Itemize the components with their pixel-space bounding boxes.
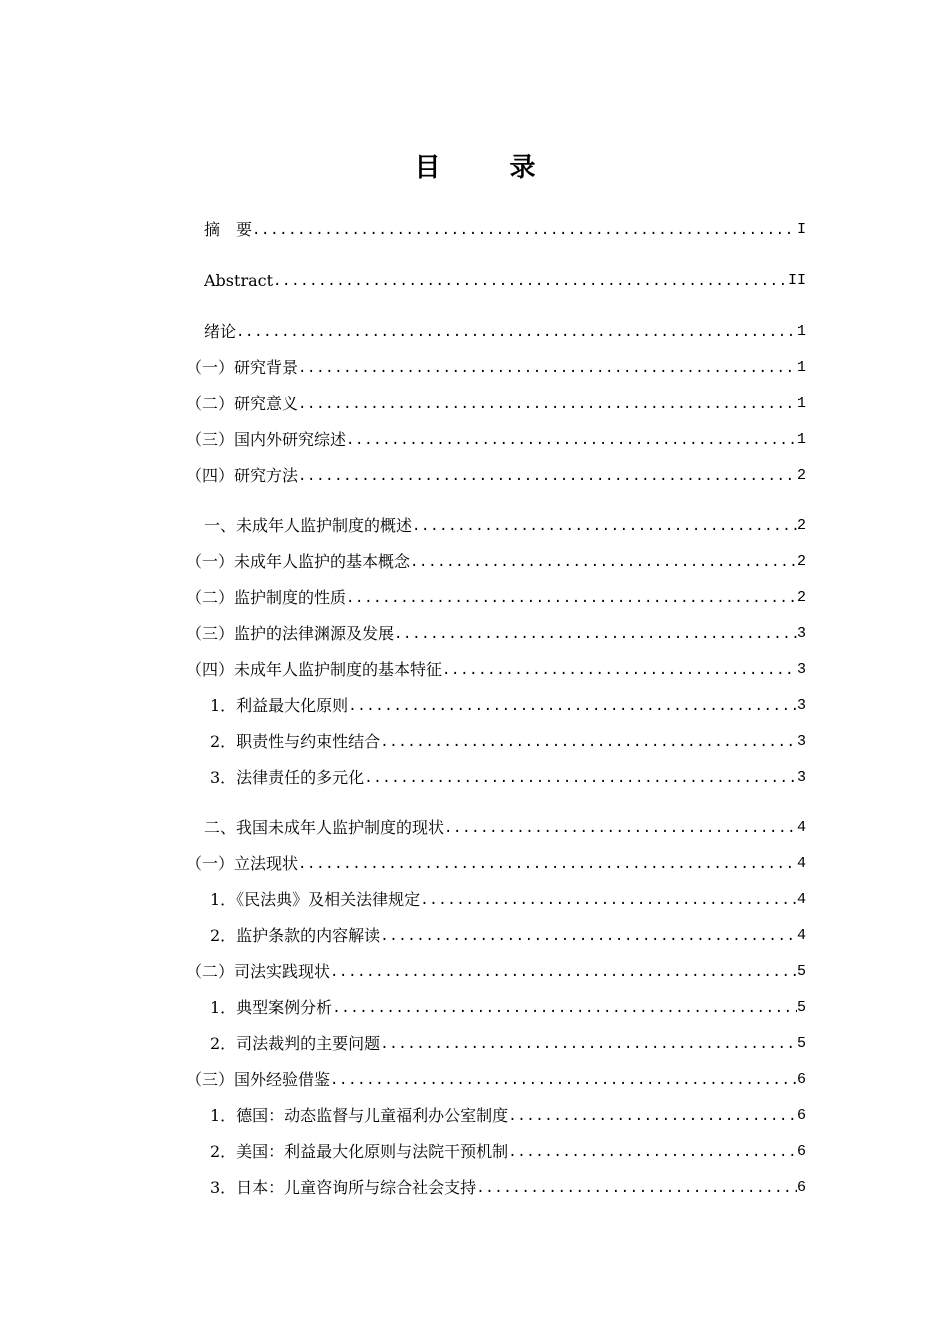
toc-entry[interactable] xyxy=(186,548,806,572)
toc-entry-label: 1．利益最大化原则 xyxy=(210,696,349,715)
toc-page-number: 2 xyxy=(796,589,806,606)
toc-entry-label: （二）监护制度的性质 xyxy=(186,588,347,607)
dot-leader xyxy=(236,322,797,342)
toc-entry-abstract-cn[interactable] xyxy=(204,216,806,240)
toc-entry-label: （三）监护的法律渊源及发展 xyxy=(186,624,395,643)
dot-leader xyxy=(508,1142,797,1162)
dot-leader xyxy=(442,660,797,680)
dot-leader xyxy=(420,890,797,910)
toc-entry[interactable] xyxy=(210,692,806,716)
dot-leader xyxy=(252,220,797,240)
toc-page-number: 3 xyxy=(796,697,806,714)
dot-leader xyxy=(508,1106,797,1126)
dot-leader xyxy=(444,818,797,838)
toc-entry-label: （二）司法实践现状 xyxy=(186,962,331,981)
dot-leader xyxy=(298,394,797,414)
toc-entry[interactable] xyxy=(210,1102,806,1126)
toc-entry-label: 一、未成年人监护制度的概述 xyxy=(204,516,413,535)
dot-leader xyxy=(298,358,797,378)
toc-page-number: 3 xyxy=(796,733,806,750)
toc-entry[interactable] xyxy=(210,728,806,752)
toc-page-number: II xyxy=(787,272,806,289)
toc-entry-label: Abstract xyxy=(204,271,274,290)
toc-entry-label: 1．《民法典》及相关法律规定 xyxy=(210,890,421,909)
toc-entry[interactable] xyxy=(186,656,806,680)
dot-leader xyxy=(330,1070,797,1090)
toc-entry-label: （一）研究背景 xyxy=(186,358,299,377)
toc-entry-label: （三）国内外研究综述 xyxy=(186,430,347,449)
dot-leader xyxy=(346,430,797,450)
toc-page-number: 1 xyxy=(796,323,806,340)
toc-entry[interactable] xyxy=(210,886,806,910)
toc-entry[interactable] xyxy=(186,1066,806,1090)
dot-leader xyxy=(273,271,788,291)
dot-leader xyxy=(330,962,797,982)
toc-page-number: 3 xyxy=(796,661,806,678)
dot-leader xyxy=(412,516,797,536)
toc-entry[interactable] xyxy=(186,390,806,414)
dot-leader xyxy=(476,1178,797,1198)
dot-leader xyxy=(346,588,797,608)
toc-entry[interactable] xyxy=(186,426,806,450)
toc-entry-label: 二、我国未成年人监护制度的现状 xyxy=(204,818,445,837)
toc-page-number: 3 xyxy=(796,769,806,786)
toc-page-number: 3 xyxy=(796,625,806,642)
page-title: 目 录 xyxy=(414,153,566,183)
dot-leader xyxy=(394,624,797,644)
toc-entry[interactable] xyxy=(210,764,806,788)
toc-page-number: 6 xyxy=(796,1071,806,1088)
toc-entry-label: （一）未成年人监护的基本概念 xyxy=(186,552,411,571)
toc-page-number: 2 xyxy=(796,553,806,570)
toc-page-number: 4 xyxy=(796,927,806,944)
toc-entry[interactable] xyxy=(186,850,806,874)
toc-entry[interactable] xyxy=(186,620,806,644)
toc-entry-label: 3．法律责任的多元化 xyxy=(210,768,365,787)
toc-entry-label: 3．日本：儿童咨询所与综合社会支持 xyxy=(210,1178,477,1197)
dot-leader xyxy=(364,768,797,788)
toc-entry[interactable] xyxy=(186,584,806,608)
toc-entry[interactable] xyxy=(210,994,806,1018)
toc-entry-label: （四）研究方法 xyxy=(186,466,299,485)
toc-page-number: 6 xyxy=(796,1107,806,1124)
dot-leader xyxy=(348,696,797,716)
toc-entry-label: 2．监护条款的内容解读 xyxy=(210,926,381,945)
toc-entry-label: （一）立法现状 xyxy=(186,854,299,873)
toc-entry-label: 2．美国：利益最大化原则与法院干预机制 xyxy=(210,1142,509,1161)
toc-entry[interactable] xyxy=(210,1030,806,1054)
dot-leader xyxy=(380,926,797,946)
toc-entry-label: （四）未成年人监护制度的基本特征 xyxy=(186,660,443,679)
toc-entry-label: 2．司法裁判的主要问题 xyxy=(210,1034,381,1053)
toc-entry[interactable] xyxy=(210,922,806,946)
toc-entry-introduction[interactable] xyxy=(204,318,806,342)
toc-entry[interactable] xyxy=(186,354,806,378)
toc-page-number: 6 xyxy=(796,1179,806,1196)
dot-leader xyxy=(298,854,797,874)
toc-page-number: 2 xyxy=(796,467,806,484)
dot-leader xyxy=(380,732,797,752)
toc-page-number: 1 xyxy=(796,359,806,376)
toc-entry-label: 1．德国：动态监督与儿童福利办公室制度 xyxy=(210,1106,509,1125)
toc-entry-chapter-1[interactable] xyxy=(204,512,806,536)
dot-leader xyxy=(380,1034,797,1054)
dot-leader xyxy=(410,552,797,572)
toc-entry[interactable] xyxy=(186,462,806,486)
toc-page-number: 1 xyxy=(796,395,806,412)
toc-entry-label: 摘 要 xyxy=(204,220,253,239)
toc-entry-abstract-en[interactable] xyxy=(204,267,806,291)
toc-entry-label: 1．典型案例分析 xyxy=(210,998,333,1017)
toc-entry-label: （二）研究意义 xyxy=(186,394,299,413)
toc-page-number: 4 xyxy=(796,855,806,872)
toc-page-number: 4 xyxy=(796,891,806,908)
toc-page-number: 5 xyxy=(796,963,806,980)
dot-leader xyxy=(332,998,797,1018)
toc-page-number: 2 xyxy=(796,517,806,534)
toc-entry[interactable] xyxy=(210,1174,806,1198)
toc-page-number: 1 xyxy=(796,431,806,448)
toc-entry[interactable] xyxy=(186,958,806,982)
toc-entry-label: 2．职责性与约束性结合 xyxy=(210,732,381,751)
toc-entry[interactable] xyxy=(210,1138,806,1162)
dot-leader xyxy=(298,466,797,486)
toc-entry-label: （三）国外经验借鉴 xyxy=(186,1070,331,1089)
toc-entry-label: 绪论 xyxy=(204,322,237,341)
toc-page-number: I xyxy=(796,221,806,238)
toc-page-number: 5 xyxy=(796,999,806,1016)
toc-page-number: 5 xyxy=(796,1035,806,1052)
toc-page-number: 4 xyxy=(796,819,806,836)
toc-entry-chapter-2[interactable] xyxy=(204,814,806,838)
toc-page-number: 6 xyxy=(796,1143,806,1160)
